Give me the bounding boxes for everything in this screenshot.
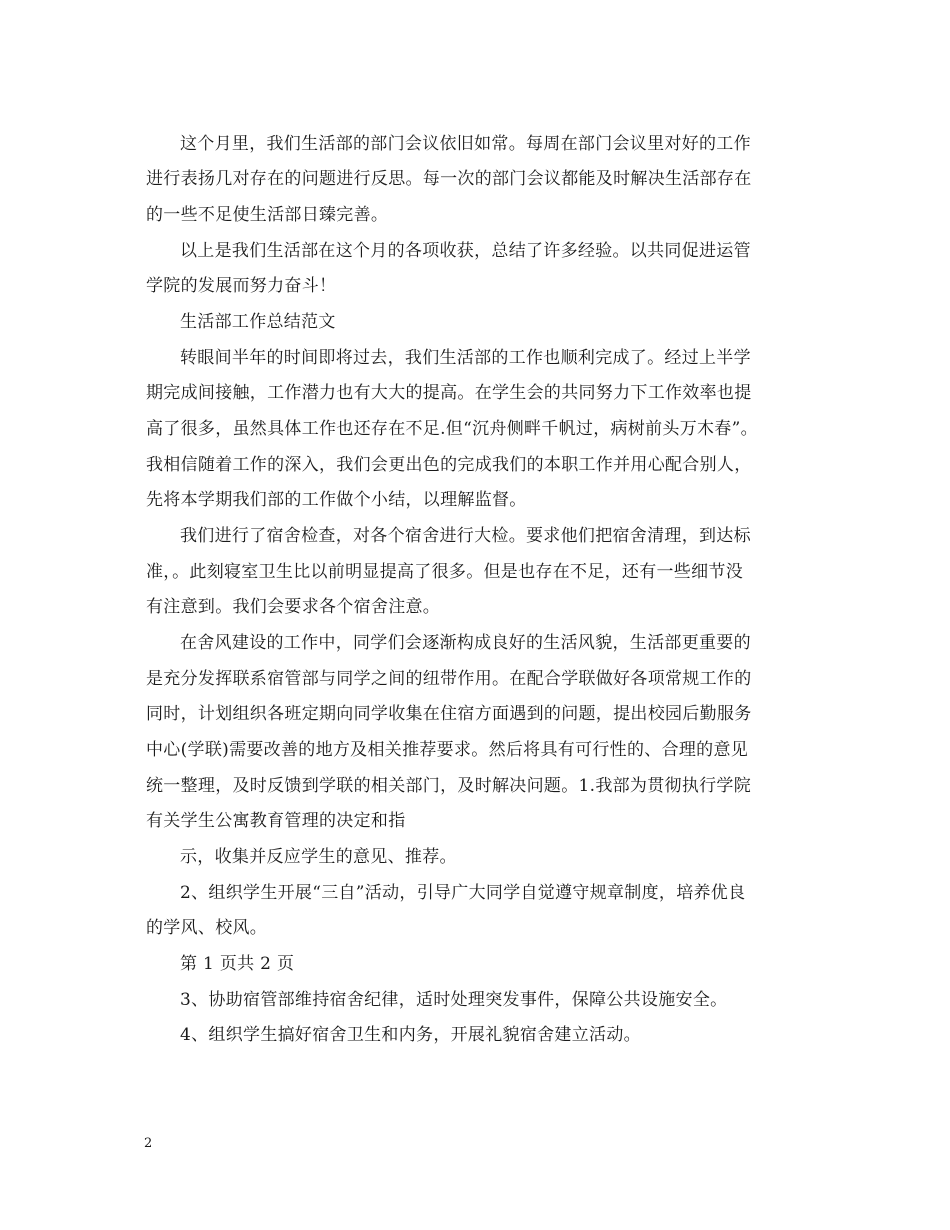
section-heading: 生活部工作总结范文 bbox=[180, 312, 336, 332]
text-line: 统一整理，及时反馈到学联的相关部门，及时解决问题。1.我部为贯彻执行学院 bbox=[146, 776, 752, 796]
text-line: 在舍风建设的工作中，同学们会逐渐构成良好的生活风貌，生活部更重要的 bbox=[180, 633, 751, 653]
text-line: 这个月里，我们生活部的部门会议依旧如常。每周在部门会议里对好的工作 bbox=[180, 134, 751, 154]
text-line: 以上是我们生活部在这个月的各项收获，总结了许多经验。以共同促进运管 bbox=[180, 241, 751, 261]
text-line: 有注意到。我们会要求各个宿舍注意。 bbox=[146, 597, 441, 617]
text-line: 我相信随着工作的深入，我们会更出色的完成我们的本职工作并用心配合别人， bbox=[146, 455, 752, 475]
text-line: 有关学生公寓教育管理的决定和指 bbox=[146, 811, 406, 831]
text-line: 同时，计划组织各班定期向同学收集在住宿方面遇到的问题，提出校园后勤服务 bbox=[146, 704, 752, 724]
text-line: 学院的发展而努力奋斗！ bbox=[146, 276, 337, 296]
text-line: 的学风、校风。 bbox=[146, 918, 268, 938]
text-line: 的一些不足使生活部日臻完善。 bbox=[146, 205, 389, 225]
text-line: 4、组织学生搞好宿舍卫生和内务，开展礼貌宿舍建立活动。 bbox=[180, 1025, 641, 1045]
text-line: 先将本学期我们部的工作做个小结，以理解监督。 bbox=[146, 490, 527, 510]
text-line: 转眼间半年的时间即将过去，我们生活部的工作也顺利完成了。经过上半学 bbox=[180, 348, 751, 368]
text-line: 进行表扬几对存在的问题进行反思。每一次的部门会议都能及时解决生活部存在 bbox=[146, 169, 752, 189]
text-line: 是充分发挥联系宿管部与同学之间的纽带作用。在配合学联做好各项常规工作的 bbox=[146, 669, 752, 689]
text-line: 期完成间接触，工作潜力也有大大的提高。在学生会的共同努力下工作效率也提 bbox=[146, 383, 752, 403]
page-number: 2 bbox=[144, 1136, 153, 1151]
text-line: 准，。此刻寝室卫生比以前明显提高了很多。但是也存在不足，还有一些细节没 bbox=[146, 562, 743, 582]
text-line: 中心(学联)需要改善的地方及相关推荐要求。然后将具有可行性的、合理的意见 bbox=[146, 740, 749, 760]
text-line: 我们进行了宿舍检查，对各个宿舍进行大检。要求他们把宿舍清理，到达标 bbox=[180, 526, 751, 546]
text-line: 3、协助宿管部维持宿舍纪律，适时处理突发事件，保障公共设施安全。 bbox=[180, 990, 728, 1010]
text-line: 高了很多，虽然具体工作也还存在不足.但“沉舟侧畔千帆过，病树前头万木春”。 bbox=[146, 419, 758, 439]
text-line: 示，收集并反应学生的意见、推荐。 bbox=[180, 847, 457, 867]
page-count-text: 第 1 页共 2 页 bbox=[180, 954, 295, 974]
text-line: 2、组织学生开展“三自”活动，引导广大同学自觉遵守规章制度，培养优良 bbox=[180, 883, 746, 903]
